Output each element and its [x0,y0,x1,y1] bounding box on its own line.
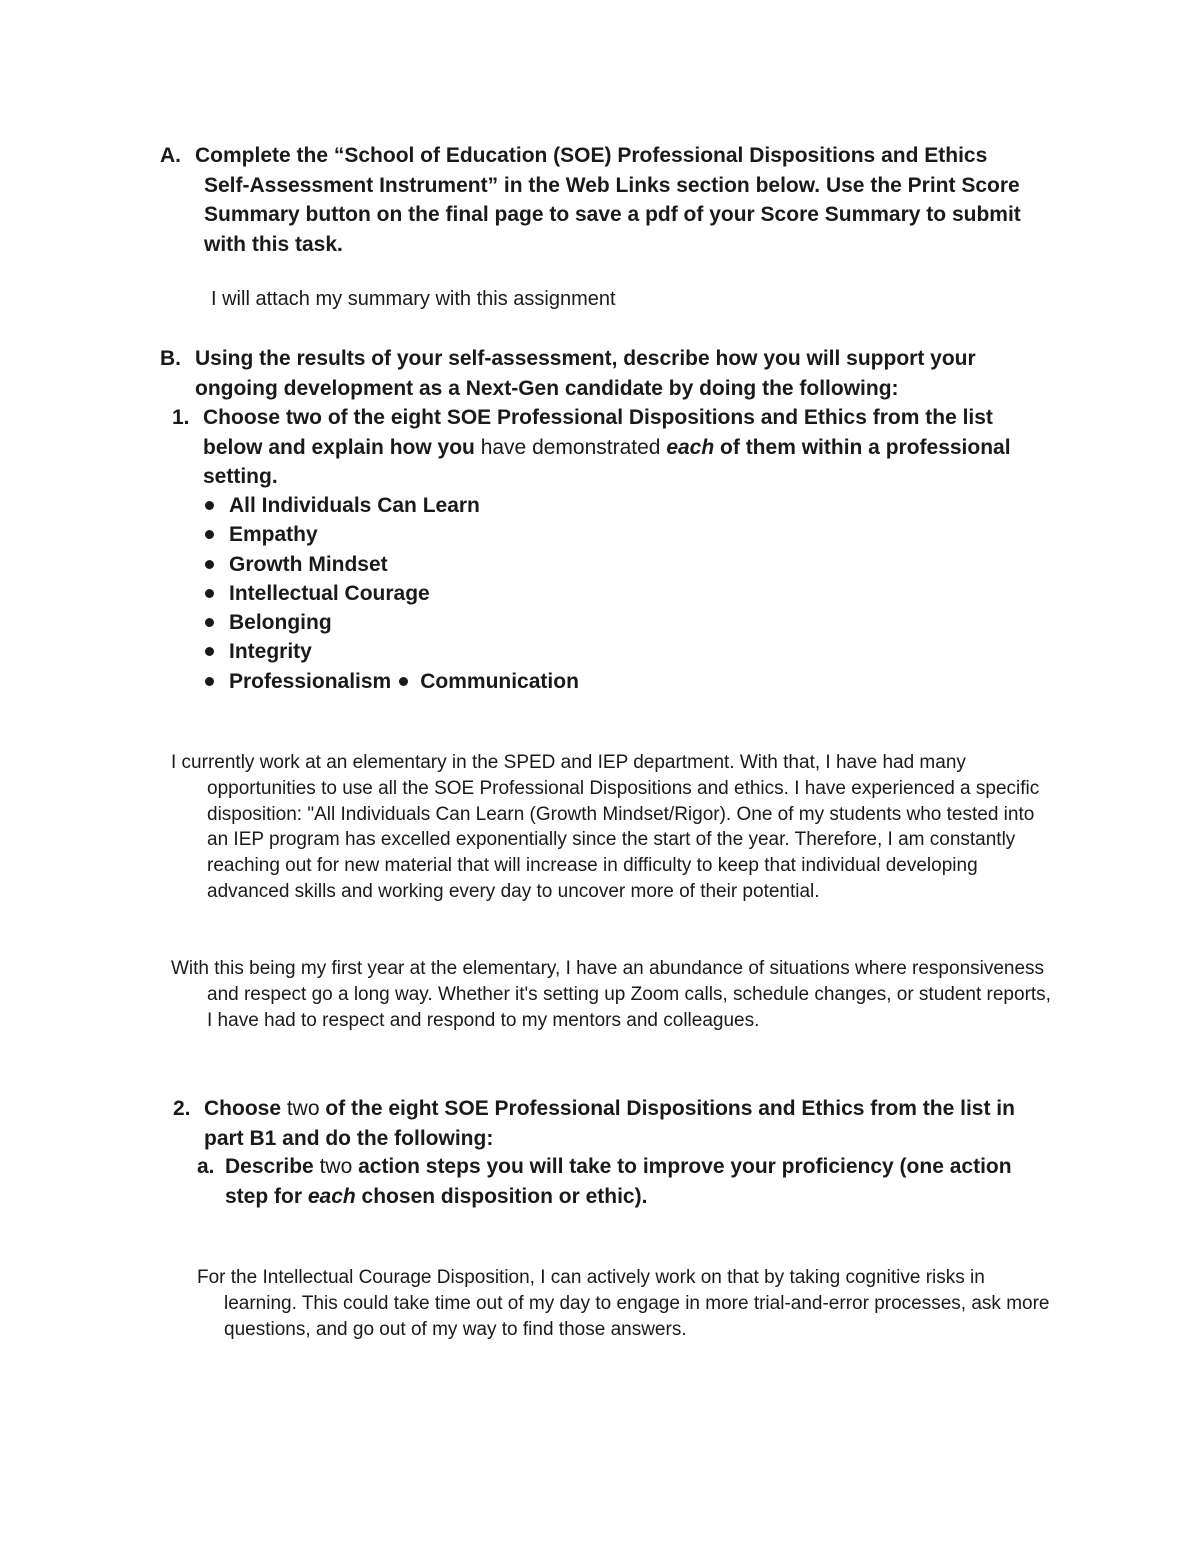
list-item [203,491,579,520]
answer-1-paragraph-1-text: I currently work at an elementary in the SPED and IEP department. With that, I have had many opportunities to use all the SOE Professional Dispositions and ethics. I have experienced a specific disposition: "All Individuals Can Learn (Growth Mindset/Rigor). One of my students who tested into an IEP program has excelled exponentially since the start of the year. Therefore, I am constantly reaching out for new material that will increase in difficulty to keep that individual developing advanced skills and working every day to uncover more of their potential. [171,752,1040,902]
item-2-prompt [173,1094,1053,1153]
section-a-prompt [160,141,1060,259]
bullet-icon [205,560,214,569]
disposition-label: Communication [420,669,579,693]
item-2a-prompt [197,1152,1057,1211]
item-2a-text-em: each [307,1184,356,1208]
bullet-icon [205,618,214,627]
item-2a-marker: a. [197,1155,215,1178]
bullet-icon [205,501,214,510]
list-item [203,608,579,637]
item-1-prompt [172,403,1052,492]
list-item [203,550,579,579]
disposition-label: Growth Mindset [229,552,388,576]
bullet-icon [205,677,214,686]
answer-2a-text: For the Intellectual Courage Disposition, I can actively work on that by taking cognitive risks in learning. This could take time out of my day to engage in more trial-and-error processes, ask more questions, and go out of my way to find those answers. [197,1267,1050,1340]
item-2-marker: 2. [173,1097,191,1120]
item-2-text-a: Choose [204,1097,287,1120]
disposition-label: All Individuals Can Learn [229,494,480,517]
section-b-prompt [160,344,1060,403]
list-item [203,579,579,608]
bullet-icon [205,647,214,656]
disposition-label: Professionalism [229,669,392,693]
item-1-text-em: each [666,435,715,459]
disposition-label: Empathy [229,523,318,547]
item-1-text-a: Choose two of the eight SOE Professional Dispositions and Ethics from the list below and explain how you [203,406,993,459]
item-2a-text-c: chosen disposition or ethic). [355,1184,648,1208]
item-1-text-b: of them within a professional setting. [203,435,1011,488]
answer-1-paragraph-2 [171,956,1056,1033]
item-2a-text-b: action steps you will take to improve your proficiency (one action step for [225,1155,1012,1208]
section-b-marker: B. [160,347,181,370]
item-2a-text-normal: two [319,1155,353,1178]
item-2-text-normal: two [286,1097,320,1120]
section-b-prompt-rest: ongoing development as a Next-Gen candidate by doing the following: [195,376,899,400]
section-a-marker: A. [160,144,181,167]
answer-2a-paragraph [197,1265,1057,1342]
section-a-prompt-rest: Self-Assessment Instrument” in the Web Links section below. Use the Print Score Summary button on the final page to save a pdf of your Score Summary to submit with this task. [204,173,1021,256]
disposition-label: Belonging [229,611,332,635]
disposition-label: Intellectual Courage [229,581,430,605]
answer-1-paragraph-2-text: With this being my first year at the elementary, I have an abundance of situations where responsiveness and respect go a long way. Whether it's setting up Zoom calls, schedule changes, or student reports, I have had to respect and respond to my mentors and colleagues. [171,958,1051,1031]
item-1-text-normal: have demonstrated [480,435,667,459]
list-item [203,667,579,696]
list-item [203,520,579,549]
section-a-prompt-line1: Complete the “School of Education (SOE) Professional Dispositions and Ethics [195,144,988,167]
section-a-answer: I will attach my summary with this assignment [211,288,616,310]
item-1-marker: 1. [172,406,190,429]
section-b-prompt-line1: Using the results of your self-assessment, describe how you will support your [195,347,976,370]
answer-1-paragraph-1 [171,750,1051,905]
dispositions-list [203,491,579,696]
bullet-icon [205,530,214,539]
item-2-text-b: of the eight SOE Professional Dispositions and Ethics from the list in part B1 and do the following: [204,1097,1015,1150]
disposition-label: Integrity [229,640,312,664]
bullet-icon [205,589,214,598]
bullet-icon [399,677,408,686]
item-2a-text-a: Describe [225,1155,320,1178]
list-item [203,637,579,666]
